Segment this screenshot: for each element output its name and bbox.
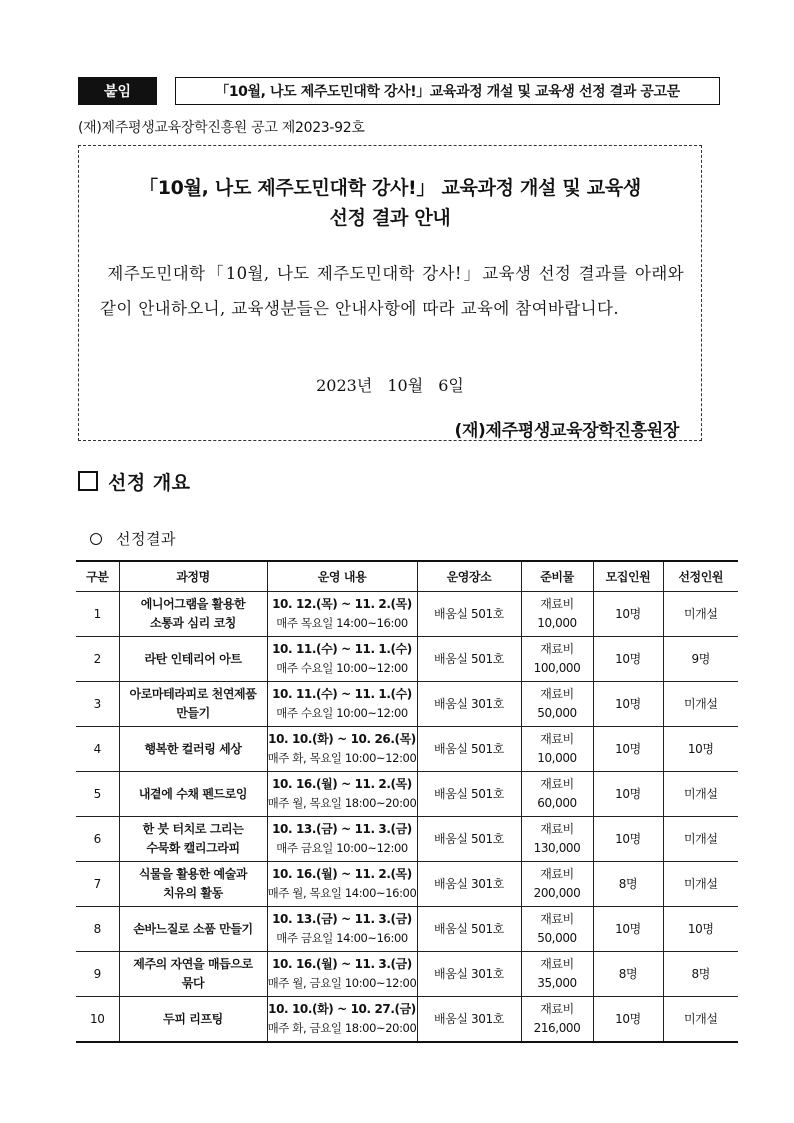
header-cell: 모집인원 <box>593 561 663 592</box>
course-name-line1: 아로마테라피로 천연제품 <box>129 687 257 701</box>
course-name-line1: 두피 리프팅 <box>163 1011 223 1026</box>
schedule-period: 10. 16.(월) ~ 11. 3.(금) <box>272 957 412 971</box>
materials-cost: 50,000 <box>537 931 577 945</box>
table-header-row <box>76 561 738 592</box>
schedule-time: 매주 목요일 14:00~16:00 <box>276 616 408 630</box>
materials-label: 재료비 <box>540 912 574 926</box>
materials-label: 재료비 <box>540 822 574 836</box>
cell-recruit: 8명 <box>593 862 663 907</box>
cell-selected: 10명 <box>663 907 738 952</box>
table-row <box>76 637 738 682</box>
schedule-period: 10. 13.(금) ~ 11. 3.(금) <box>272 912 412 926</box>
cell-place: 배움실 301호 <box>417 997 521 1043</box>
cell-course-name <box>119 772 267 817</box>
cell-place: 배움실 301호 <box>417 952 521 997</box>
materials-cost: 35,000 <box>537 976 577 990</box>
cell-place: 배움실 501호 <box>417 772 521 817</box>
cell-selected: 9명 <box>663 637 738 682</box>
cell-no: 6 <box>76 817 119 862</box>
materials-cost: 10,000 <box>537 616 577 630</box>
cell-selected: 미개설 <box>663 817 738 862</box>
cell-recruit: 10명 <box>593 817 663 862</box>
cell-schedule <box>267 952 417 997</box>
attachment-tag: 붙임 <box>78 77 157 105</box>
course-name-line2: 수묵화 캘리그라피 <box>146 841 240 855</box>
cell-recruit: 10명 <box>593 997 663 1043</box>
notice-title <box>79 173 701 233</box>
cell-course-name <box>119 727 267 772</box>
notice-body <box>100 256 684 326</box>
materials-cost: 200,000 <box>533 886 581 900</box>
schedule-period: 10. 11.(수) ~ 11. 1.(수) <box>272 687 412 701</box>
cell-no: 10 <box>76 997 119 1043</box>
cell-no: 4 <box>76 727 119 772</box>
materials-cost: 130,000 <box>533 841 581 855</box>
schedule-time: 매주 화, 목요일 10:00~12:00 <box>267 751 417 765</box>
materials-label: 재료비 <box>540 1002 574 1016</box>
cell-selected: 미개설 <box>663 997 738 1043</box>
materials-label: 재료비 <box>540 957 574 971</box>
cell-schedule <box>267 997 417 1043</box>
cell-selected: 10명 <box>663 727 738 772</box>
materials-cost: 10,000 <box>537 751 577 765</box>
cell-schedule <box>267 682 417 727</box>
cell-selected: 미개설 <box>663 772 738 817</box>
schedule-period: 10. 16.(월) ~ 11. 2.(목) <box>272 777 412 791</box>
cell-no: 8 <box>76 907 119 952</box>
cell-materials <box>521 997 593 1043</box>
header-cell: 운영장소 <box>417 561 521 592</box>
cell-course-name <box>119 817 267 862</box>
header-cell: 운영 내용 <box>267 561 417 592</box>
cell-course-name <box>119 907 267 952</box>
materials-label: 재료비 <box>540 867 574 881</box>
subsection-title: 선정결과 <box>116 530 176 548</box>
table-row <box>76 997 738 1043</box>
cell-no: 9 <box>76 952 119 997</box>
table-row <box>76 862 738 907</box>
notice-number: (재)제주평생교육장학진흥원 공고 제2023-92호 <box>78 120 365 136</box>
section-heading <box>78 467 191 495</box>
materials-cost: 100,000 <box>533 661 581 675</box>
course-name-line1: 에니어그램을 활용한 <box>140 597 246 611</box>
cell-materials <box>521 727 593 772</box>
subsection-heading <box>90 528 176 549</box>
course-name-line2: 만들기 <box>176 706 210 720</box>
course-name-line1: 한 붓 터치로 그리는 <box>142 822 244 836</box>
cell-selected: 미개설 <box>663 592 738 637</box>
header-cell: 과정명 <box>119 561 267 592</box>
cell-course-name <box>119 952 267 997</box>
schedule-time: 매주 월, 목요일 14:00~16:00 <box>267 886 417 900</box>
cell-materials <box>521 682 593 727</box>
header-cell: 준비물 <box>521 561 593 592</box>
materials-cost: 216,000 <box>533 1021 581 1035</box>
cell-materials <box>521 772 593 817</box>
square-bullet-icon <box>78 471 98 491</box>
course-name-line2: 묶다 <box>181 976 205 990</box>
schedule-period: 10. 12.(목) ~ 11. 2.(목) <box>272 597 412 611</box>
materials-label: 재료비 <box>540 687 574 701</box>
notice-box <box>78 145 702 441</box>
header-cell: 구분 <box>76 561 119 592</box>
course-name-line2: 소통과 심리 코칭 <box>150 616 236 630</box>
schedule-period: 10. 13.(금) ~ 11. 3.(금) <box>272 822 412 836</box>
cell-place: 배움실 501호 <box>417 727 521 772</box>
materials-label: 재료비 <box>540 732 574 746</box>
cell-schedule <box>267 817 417 862</box>
table-row <box>76 817 738 862</box>
materials-cost: 50,000 <box>537 706 577 720</box>
cell-recruit: 10명 <box>593 682 663 727</box>
schedule-time: 매주 수요일 10:00~12:00 <box>276 706 408 720</box>
materials-label: 재료비 <box>540 597 574 611</box>
course-name-line1: 손바느질로 소품 만들기 <box>133 921 253 936</box>
cell-place: 배움실 501호 <box>417 907 521 952</box>
notice-body-text: 제주도민대학「10월, 나도 제주도민대학 강사!」교육생 선정 결과를 아래와 같이 안내하오니, 교육생분들은 안내사항에 따라 교육에 참여바랍니다. <box>100 264 684 318</box>
cell-course-name <box>119 637 267 682</box>
materials-label: 재료비 <box>540 777 574 791</box>
cell-materials <box>521 637 593 682</box>
table-row <box>76 592 738 637</box>
materials-label: 재료비 <box>540 642 574 656</box>
cell-selected: 미개설 <box>663 862 738 907</box>
cell-recruit: 10명 <box>593 907 663 952</box>
table-row <box>76 952 738 997</box>
notice-organization: (재)제주평생교육장학진흥원장 <box>454 421 679 441</box>
header-cell: 선정인원 <box>663 561 738 592</box>
cell-recruit: 10명 <box>593 727 663 772</box>
cell-course-name <box>119 997 267 1043</box>
schedule-time: 매주 화, 금요일 18:00~20:00 <box>267 1021 417 1035</box>
cell-selected: 미개설 <box>663 682 738 727</box>
schedule-time: 매주 월, 금요일 10:00~12:00 <box>267 976 417 990</box>
course-name-line1: 식물을 활용한 예술과 <box>138 867 248 881</box>
attachment-title: 「10월, 나도 제주도민대학 강사!」교육과정 개설 및 교육생 선정 결과 공고문 <box>175 77 720 105</box>
cell-schedule <box>267 907 417 952</box>
cell-materials <box>521 592 593 637</box>
cell-schedule <box>267 727 417 772</box>
cell-recruit: 10명 <box>593 772 663 817</box>
cell-no: 3 <box>76 682 119 727</box>
cell-schedule <box>267 772 417 817</box>
course-name-line1: 제주의 자연을 매듭으로 <box>133 957 253 971</box>
schedule-period: 10. 16.(월) ~ 11. 2.(목) <box>272 867 412 881</box>
section-title: 선정 개요 <box>108 471 191 494</box>
table-row <box>76 907 738 952</box>
cell-recruit: 10명 <box>593 592 663 637</box>
table-row <box>76 682 738 727</box>
cell-schedule <box>267 637 417 682</box>
selection-result-table <box>76 560 738 1043</box>
cell-place: 배움실 301호 <box>417 862 521 907</box>
schedule-period: 10. 10.(화) ~ 10. 26.(목) <box>268 732 416 746</box>
cell-selected: 8명 <box>663 952 738 997</box>
cell-place: 배움실 501호 <box>417 592 521 637</box>
table-row <box>76 727 738 772</box>
cell-no: 7 <box>76 862 119 907</box>
table-row <box>76 772 738 817</box>
notice-date: 2023년 10월 6일 <box>316 376 464 395</box>
schedule-time: 매주 월, 목요일 18:00~20:00 <box>267 796 417 810</box>
cell-recruit: 8명 <box>593 952 663 997</box>
cell-no: 1 <box>76 592 119 637</box>
notice-title-line1: 「10월, 나도 제주도민대학 강사!」 교육과정 개설 및 교육생 <box>139 177 641 199</box>
cell-course-name <box>119 682 267 727</box>
attachment-header <box>78 77 720 105</box>
cell-materials <box>521 907 593 952</box>
schedule-period: 10. 11.(수) ~ 11. 1.(수) <box>272 642 412 656</box>
cell-course-name <box>119 862 267 907</box>
course-name-line1: 행복한 컬러링 세상 <box>144 741 242 756</box>
cell-no: 2 <box>76 637 119 682</box>
cell-no: 5 <box>76 772 119 817</box>
notice-title-line2: 선정 결과 안내 <box>329 207 451 229</box>
circle-bullet-icon <box>90 533 102 545</box>
cell-schedule <box>267 592 417 637</box>
cell-materials <box>521 817 593 862</box>
cell-recruit: 10명 <box>593 637 663 682</box>
cell-place: 배움실 501호 <box>417 637 521 682</box>
course-name-line2: 치유의 활동 <box>163 886 223 900</box>
schedule-time: 매주 금요일 14:00~16:00 <box>276 931 408 945</box>
schedule-period: 10. 10.(화) ~ 10. 27.(금) <box>268 1002 416 1016</box>
cell-place: 배움실 301호 <box>417 682 521 727</box>
cell-schedule <box>267 862 417 907</box>
course-name-line1: 내곁에 수채 펜드로잉 <box>138 786 248 801</box>
cell-place: 배움실 501호 <box>417 817 521 862</box>
cell-materials <box>521 862 593 907</box>
cell-course-name <box>119 592 267 637</box>
course-name-line1: 라탄 인테리어 아트 <box>144 651 242 666</box>
schedule-time: 매주 수요일 10:00~12:00 <box>276 661 408 675</box>
cell-materials <box>521 952 593 997</box>
materials-cost: 60,000 <box>537 796 577 810</box>
schedule-time: 매주 금요일 10:00~12:00 <box>276 841 408 855</box>
